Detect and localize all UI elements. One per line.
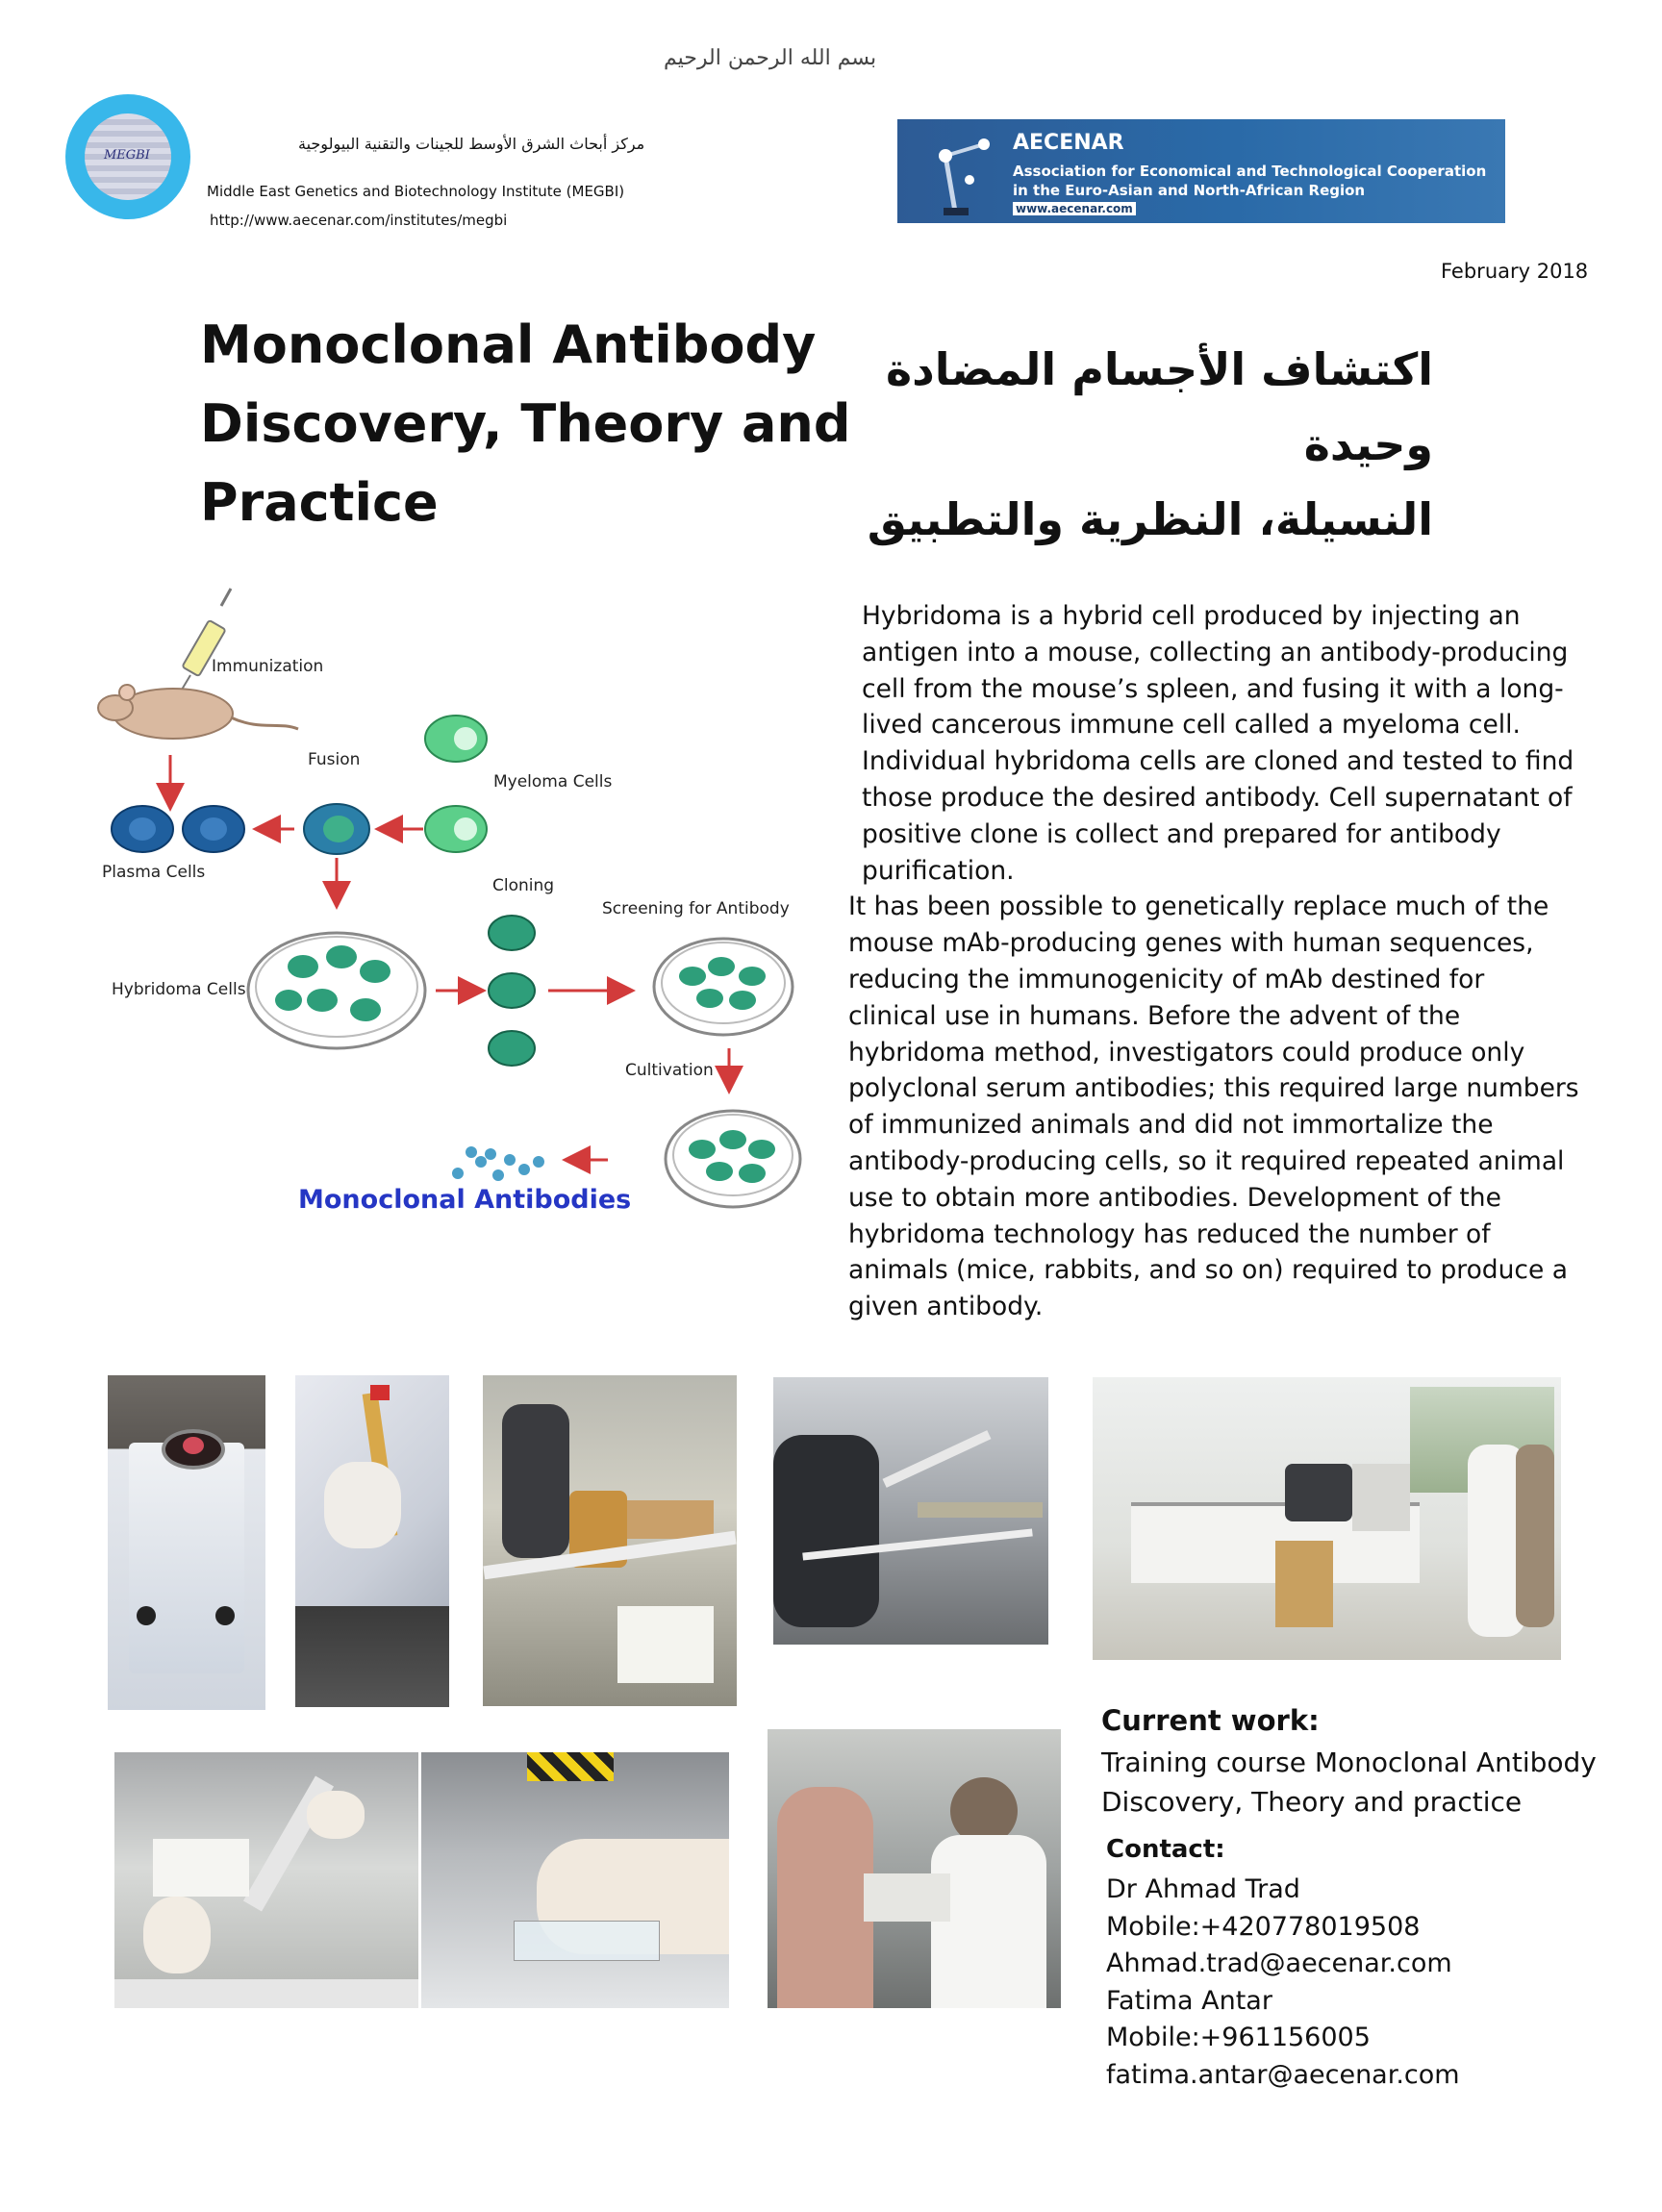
cloning-cells <box>489 916 535 1066</box>
contact-mobile-2: Mobile:+961156005 <box>1106 2023 1371 2052</box>
photo-pipette-plate <box>114 1752 418 2008</box>
contact-name-2: Fatima Antar <box>1106 1985 1272 2016</box>
contact-list <box>1106 1872 1460 2094</box>
contact-mobile-1: Mobile:+420778019508 <box>1106 1911 1421 1942</box>
label-screening: Screening for Antibody <box>602 899 790 918</box>
contact-name-1: Dr Ahmad Trad <box>1106 1874 1300 1904</box>
aecenar-description: Association for Economical and Technological Cooperation in the Euro-Asian and North-African Region <box>1013 163 1487 199</box>
institute-url[interactable]: http://www.aecenar.com/institutes/megbi <box>210 212 508 229</box>
photo-lab-room <box>1093 1377 1561 1660</box>
megbi-logo-text: MEGBI <box>104 148 150 163</box>
label-plasma-cells: Plasma Cells <box>102 863 206 882</box>
label-immunization: Immunization <box>212 657 324 676</box>
aecenar-banner <box>897 119 1505 223</box>
label-cloning: Cloning <box>492 876 555 895</box>
current-work-title: Current work: <box>1101 1704 1320 1737</box>
fusion-cell <box>304 804 369 854</box>
label-fusion: Fusion <box>308 750 361 769</box>
syringe-icon <box>179 589 231 694</box>
current-work-text: Training course Monoclonal Antibody Discovery, Theory and practice <box>1101 1747 1597 1818</box>
contact-title: Contact: <box>1106 1835 1225 1864</box>
photo-pipetting <box>773 1377 1048 1645</box>
date: February 2018 <box>1441 260 1589 283</box>
label-hybridoma: Hybridoma Cells <box>112 980 246 999</box>
photo-hood-work <box>483 1375 737 1706</box>
label-monoclonal-antibodies: Monoclonal Antibodies <box>298 1185 632 1215</box>
body-paragraph-1: Hybridoma is a hybrid cell produced by injecting an antigen into a mouse, collecting an antibody-producing cell from the mouse’s spleen, and fusing it with a long-lived cancerous immune cell called a myeloma cell. Individual hybridoma cells are cloned and tested to find those produce the desired antibody. Cell supernatant of positive clone is collect and prepared for antibody purification. <box>862 601 1574 886</box>
institute-name-arabic: مركز أبحاث الشرق الأوسط للجينات والتقنية البيولوجية <box>298 135 645 153</box>
myeloma-cells <box>425 716 487 852</box>
title-arabic: اكتشاف الأجسام المضادة وحيدة النسيلة، النظرية والتطبيق <box>867 343 1433 545</box>
body-paragraph-2: It has been possible to genetically replace much of the mouse mAb-producing genes with human sequences, reducing the immunogenicity of mAb destined for clinical use in humans. Before the advent of the hybridoma method, investigators could produce only polyclonal serum antibodies; this required large numbers of immunized animals and did not immortalize the antibody-producing cells, so it required repeated animal use to obtain more antibodies. Development of the hybridoma technology has reduced the number of animals (mice, rabbits, and so on) required to produce a given antibody. <box>848 892 1579 1322</box>
photo-centrifuge <box>108 1375 265 1710</box>
contact-email-2[interactable]: fatima.antar@aecenar.com <box>1106 2059 1460 2090</box>
basmala: بسم الله الرحمن الرحيم <box>664 46 877 70</box>
institute-name-english: Middle East Genetics and Biotechnology Institute (MEGBI) <box>207 183 625 200</box>
megbi-logo <box>65 94 190 219</box>
photo-slide-in-hand <box>421 1752 729 2008</box>
contact-email-1[interactable]: Ahmad.trad@aecenar.com <box>1106 1948 1452 1978</box>
body-text <box>848 598 1579 1325</box>
photo-tube-in-hand <box>295 1375 449 1707</box>
aecenar-url[interactable]: www.aecenar.com <box>1013 202 1136 215</box>
aecenar-robot-arm-icon <box>917 127 1008 218</box>
cultivation-dish <box>666 1111 800 1207</box>
antibody-icons <box>452 1146 544 1181</box>
hybridoma-dish <box>248 933 425 1048</box>
photo-hood-training <box>768 1729 1061 2008</box>
mouse-icon <box>98 685 298 739</box>
plasma-cells <box>112 806 244 852</box>
aecenar-name: AECENAR <box>1013 131 1124 155</box>
label-cultivation: Cultivation <box>625 1061 714 1080</box>
screening-dish <box>654 939 793 1035</box>
hybridoma-process-diagram <box>87 587 818 1241</box>
title-english: Monoclonal Antibody Discovery, Theory and Practice <box>200 314 851 533</box>
label-myeloma: Myeloma Cells <box>493 772 613 792</box>
